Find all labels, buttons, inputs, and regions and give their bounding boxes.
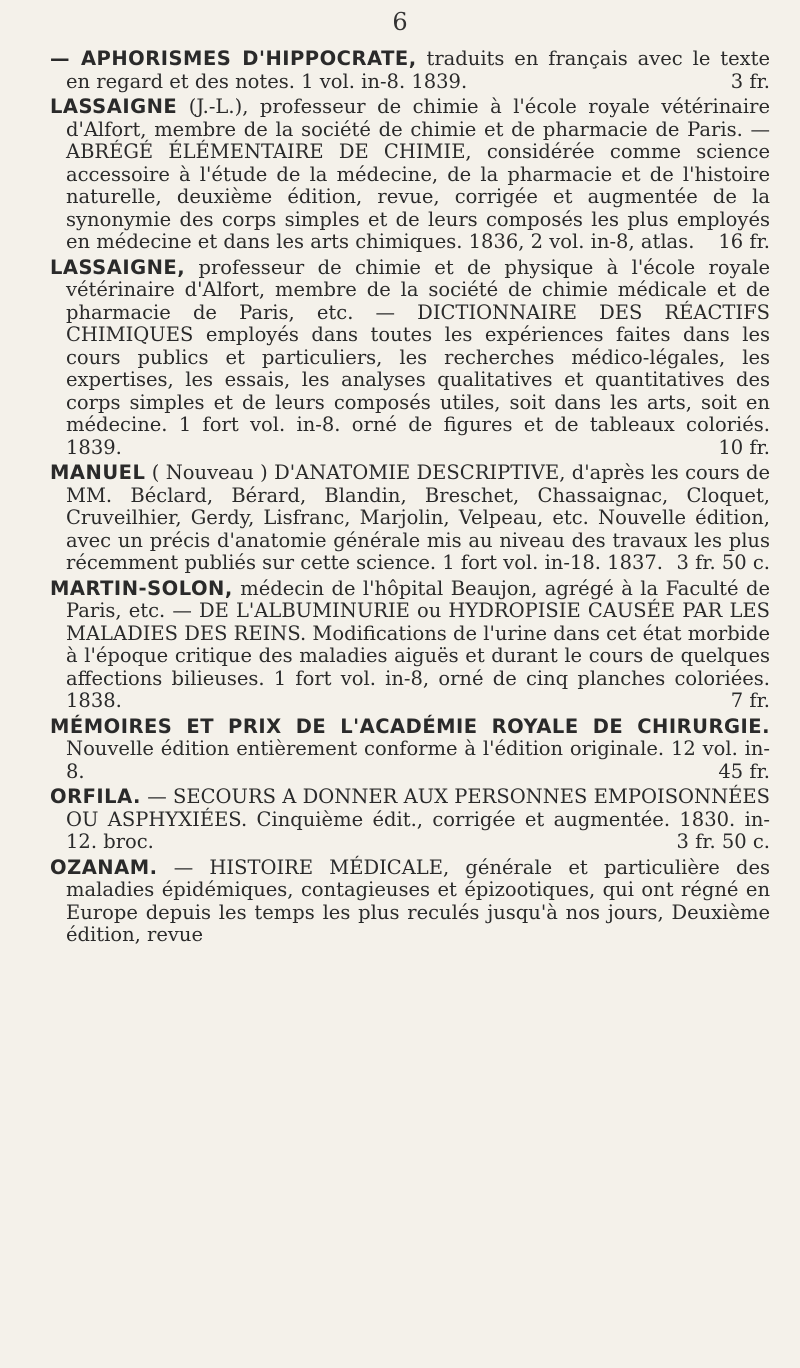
entry-head: MÉMOIRES ET PRIX DE L'ACADÉMIE ROYALE DE CHIRURGIE. [50,714,770,738]
entry-head: ORFILA. [50,785,141,808]
entry-price: 7 fr. [730,689,770,712]
entry-head: OZANAM. [50,855,158,879]
entry-price: 3 fr. 50 c. [676,551,770,574]
entry-text: médecin de l'hôpital Beaujon, agrégé à la Faculté de Paris, etc. — DE L'ALBUMINURIE ou HYDROPISIE CAUSÉE PAR LES MALADIES DES REINS. Modifications de l'urine dans cet état morbide à l'époque critique des maladies aiguës et durant le cours de quelques affections bilieuses. 1 fort vol. in-8, orné de cinq planches coloriées. 1838. [66,576,770,712]
entry-head: MARTIN-SOLON, [50,576,233,600]
entry-text: professeur de chimie et de physique à l'école royale vétérinaire d'Alfort, membre de la société de chimie médicale et de pharmacie de Paris, etc. — DICTIONNAIRE DES RÉACTIFS CHIMIQUES employés dans toutes les expériences faites dans les cours publics et particuliers, les recherches médico-légales, les expertises, les essais, les analyses qualitatives et quantitatives des corps simples et de leurs composés utiles, soit dans les arts, soit en médecine. 1 fort vol. in-8. orné de figures et de tableaux coloriés. 1839. [66,255,771,459]
entry-head: LASSAIGNE [50,95,178,118]
page-number: 6 [392,8,408,36]
entry-text: Nouvelle édition entièrement conforme à l'édition originale. 12 vol. in-8. [66,737,770,783]
entry-text: ( Nouveau ) D'ANATOMIE DESCRIPTIVE, d'après les cours de MM. Béclard, Bérard, Blandin, Breschet, Chassaignac, Cloquet, Cruveilhier, Gerdy, Lisfranc, Marjolin, Velpeau, etc. Nouvelle édition, avec un précis d'anatomie générale mis au niveau des travaux les plus récemment publiés sur cette science. 1 fort vol. in-18. 1837. [66,461,770,574]
catalog-entry-martin-solon [50,578,770,713]
catalog-entry-orfila [50,786,770,854]
catalog-entry-ozanam [50,857,770,947]
catalog-entry-aphorismes [50,48,770,93]
catalog-entry-manuel-anatomie [50,462,770,575]
catalog-entry-lassaigne-dictionnaire [50,257,770,460]
catalog-list [50,48,770,950]
entry-text: (J.-L.), professeur de chimie à l'école royale vétérinaire d'Alfort, membre de la société de chimie et de pharmacie de Paris. — ABRÉGÉ ÉLÉMENTAIRE DE CHIMIE, considérée comme science accessoire à l'étude de la médecine, de la pharmacie et de l'histoire naturelle, deuxième édition, revue, corrigée et augmentée de la synonymie des corps simples et de leurs composés les plus employés en médecine et dans les arts chimiques. 1836, 2 vol. in-8, atlas. [66,95,770,253]
entry-head: LASSAIGNE, [50,255,186,279]
entry-price: 3 fr. 50 c. [676,830,770,853]
entry-price: 16 fr. [718,230,770,253]
entry-text: traduits en français avec le texte en regard et des notes. 1 vol. in-8. 1839. [66,47,770,93]
entry-price: 45 fr. [718,759,770,783]
entry-head: MANUEL [50,461,146,484]
entry-price: 10 fr. [718,435,770,459]
catalog-entry-lassaigne-abrege [50,96,770,254]
entry-price: 3 fr. [730,69,770,93]
entry-head: — APHORISMES D'HIPPOCRATE, [50,47,417,70]
entry-text: — HISTOIRE MÉDICALE, générale et particulière des maladies épidémiques, contagieuses et épizootiques, qui ont régné en Europe depuis les temps les plus reculés jusqu'à nos jours, Deuxième édition, revue [66,855,771,946]
catalog-entry-memoires-chirurgie [50,716,770,784]
entry-text: — SECOURS A DONNER AUX PERSONNES EMPOISONNÉES OU ASPHYXIÉES. Cinquième édit., corrigée et augmentée. 1830. in-12. broc. [66,785,770,853]
